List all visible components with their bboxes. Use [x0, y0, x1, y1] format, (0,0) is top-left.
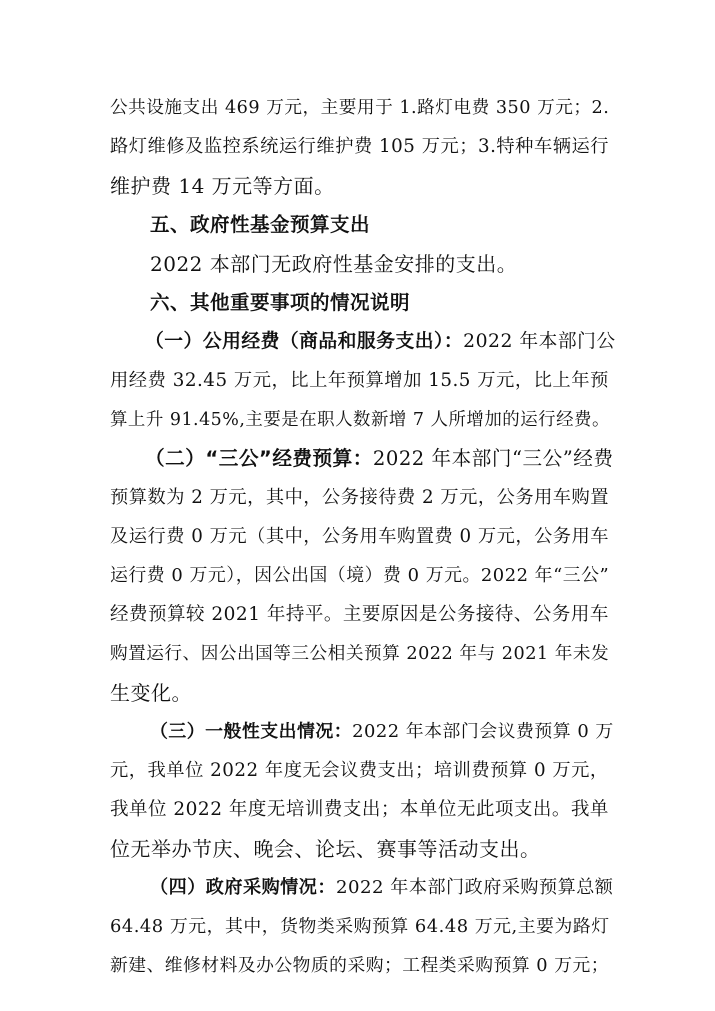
paragraph-line: [145, 447, 613, 471]
paragraph-line: 新建、维修材料及办公物质的采购；工程类采购预算 0 万元；: [110, 955, 610, 976]
paragraph-text: 2022 年本部门公: [463, 331, 616, 352]
subheading: （二）“三公”经费预算：: [145, 447, 373, 470]
paragraph-line: 路灯维修及监控系统运行维护费 105 万元；3.特种车辆运行: [110, 136, 610, 157]
paragraph-line: 元，我单位 2022 年度无会议费支出；培训费预算 0 万元，: [110, 760, 609, 781]
paragraph-line: 购置运行、因公出国等三公相关预算 2022 年与 2021 年未发: [110, 644, 610, 664]
subheading: （三）一般性支出情况：: [150, 721, 353, 742]
section-heading: 五、政府性基金预算支出: [150, 213, 371, 236]
paragraph-line: [150, 720, 614, 744]
section-heading: 六、其他重要事项的情况说明: [150, 291, 411, 314]
paragraph-line: 位无举办节庆、晚会、论坛、赛事等活动支出。: [110, 837, 541, 861]
paragraph-text: 2022 年本部门会议费预算 0 万: [352, 721, 614, 742]
paragraph-line: 公共设施支出 469 万元，主要用于 1.路灯电费 350 万元；2.: [110, 98, 610, 118]
paragraph-line: 经费预算较 2021 年持平。主要原因是公务接待、公务用车: [110, 604, 609, 625]
paragraph-text: 2022 年本部门“三公”经费: [372, 447, 614, 470]
paragraph-line: 64.48 万元，其中，货物类采购预算 64.48 万元,主要为路灯: [110, 916, 610, 937]
subheading: （四）政府采购情况：: [150, 877, 336, 898]
paragraph-line: 生变化。: [110, 681, 192, 705]
paragraph-line: [150, 876, 613, 900]
paragraph-line: 我单位 2022 年度无培训费支出；本单位无此项支出。我单: [110, 799, 609, 820]
paragraph-line: 维护费 14 万元等方面。: [110, 174, 335, 198]
paragraph-line: 2022 本部门无政府性基金安排的支出。: [150, 252, 518, 276]
paragraph-line: 用经费 32.45 万元，比上年预算增加 15.5 万元，比上年预: [110, 370, 609, 391]
subheading: （一）公用经费（商品和服务支出）：: [145, 331, 464, 352]
paragraph-line: 及运行费 0 万元（其中，公务用车购置费 0 万元，公务用车: [110, 526, 610, 547]
paragraph-line: 算上升 91.45%,主要是在职人数新增 7 人所增加的运行经费。: [110, 410, 610, 430]
paragraph-text: 2022 年本部门政府采购预算总额: [335, 877, 614, 898]
paragraph-line: 运行费 0 万元），因公出国（境）费 0 万元。2022 年“三公”: [110, 565, 610, 586]
paragraph-line: [145, 330, 616, 354]
paragraph-line: 预算数为 2 万元，其中，公务接待费 2 万元，公务用车购置: [110, 487, 610, 508]
